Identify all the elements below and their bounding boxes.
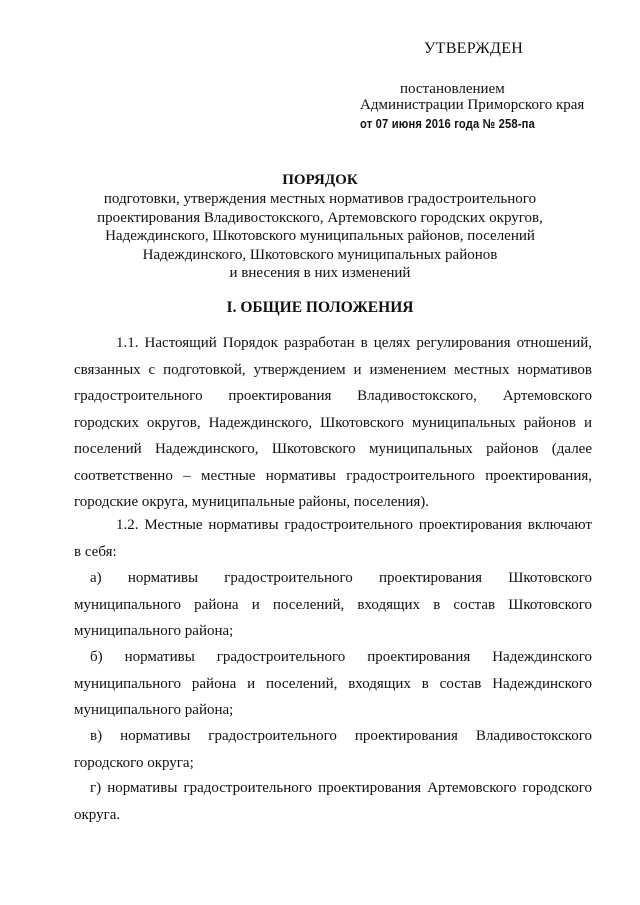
subtitle-line: подготовки, утверждения местных нормативов градостроительного bbox=[103, 191, 537, 207]
list-item-d: г) нормативы градостроительного проектирования Артемовского городского округа. bbox=[74, 780, 592, 823]
list-item-a: а) нормативы градостроительного проектирования Шкотовского муниципального района и поселений, входящих в состав Шкотовского муниципального района; bbox=[74, 570, 592, 639]
list-item-b: б) нормативы градостроительного проектирования Надеждинского муниципального района и поселений, входящих в состав Надеждинского муниципального района; bbox=[74, 649, 592, 718]
list-item-c: в) нормативы градостроительного проектирования Владивостокского городского округа; bbox=[74, 728, 592, 771]
subtitle-line: Надеждинского, Шкотовского муниципальных районов bbox=[142, 246, 498, 263]
subtitle-line: проектирования Владивостокского, Артемовского городских округов, bbox=[97, 209, 543, 226]
approved-label: УТВЕРЖДЕН bbox=[424, 40, 524, 57]
paragraph-1-2: 1.2. Местные нормативы градостроительного проектирования включают в себя: bbox=[74, 517, 592, 560]
document-title: ПОРЯДОК bbox=[282, 172, 358, 188]
decree-label: постановлением bbox=[400, 81, 505, 97]
decree-date-number: от 07 июня 2016 года № 258-па bbox=[360, 116, 535, 131]
administration-label: Администрации Приморского края bbox=[360, 97, 585, 113]
subtitle-line: Надеждинского, Шкотовского муниципальных районов, поселений bbox=[105, 228, 535, 244]
paragraph-1-1: 1.1. Настоящий Порядок разработан в целях регулирования отношений, связанных с подготовкой, утверждением и изменением местных нормативов градостроительного проектирования Владивостокского, Артемовского городских округов, Надеждинского, Шкотовского муниципальных районов и поселений Надеждинского, Шкотовского муниципальных районов (далее соответственно – местные нормативы градостроительного проектирования, городские округа, муниципальные районы, поселения). bbox=[74, 335, 592, 510]
section-heading: I. ОБЩИЕ ПОЛОЖЕНИЯ bbox=[226, 299, 414, 316]
subtitle-line: и внесения в них изменений bbox=[229, 265, 411, 281]
document-subtitle bbox=[60, 190, 580, 283]
